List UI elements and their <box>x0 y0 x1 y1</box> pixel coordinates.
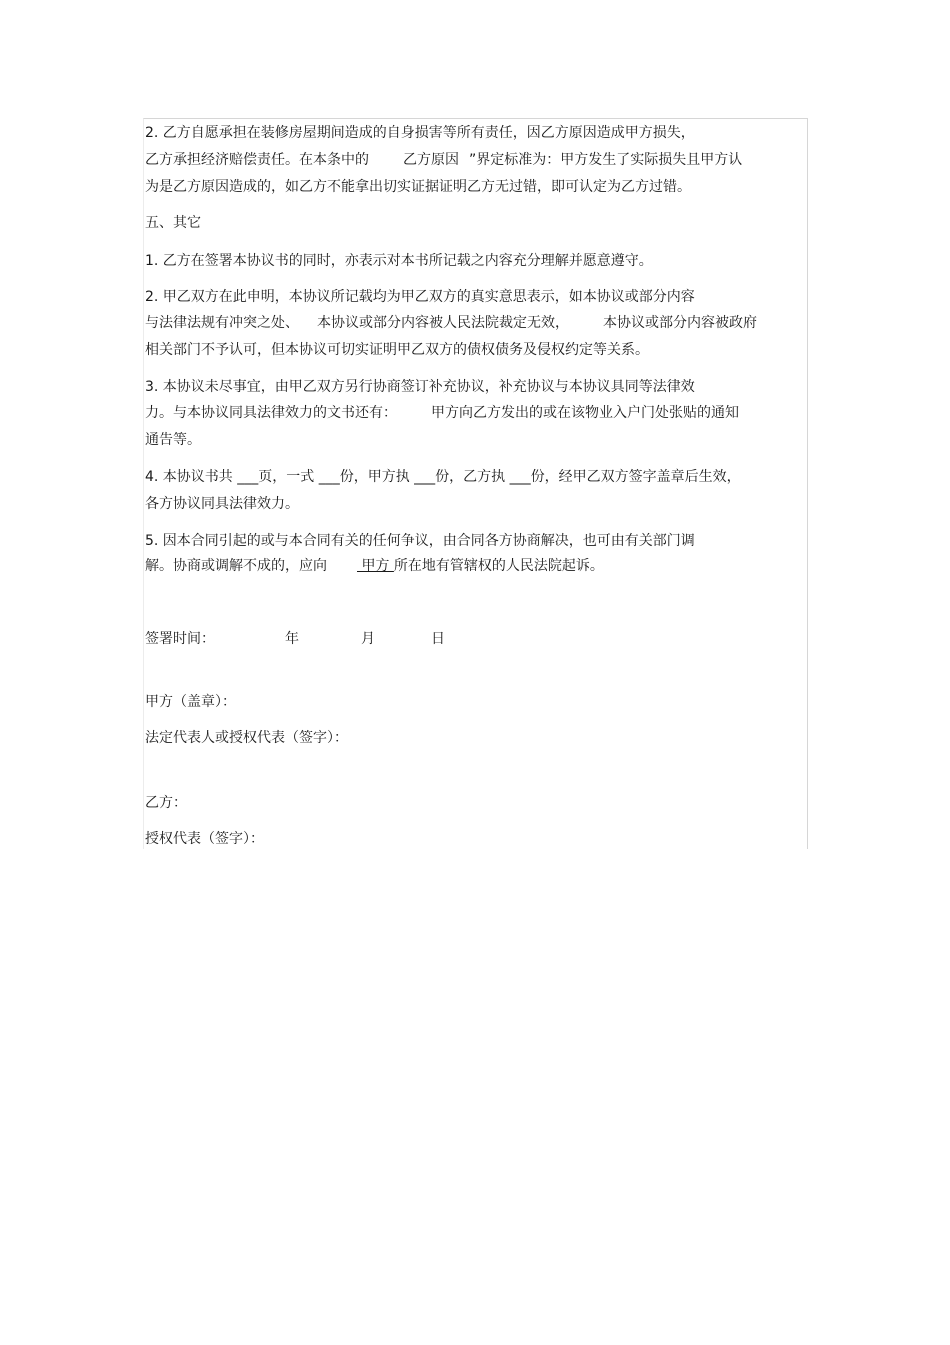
item2-line2-a: 与法律法规有冲突之处、 <box>145 315 299 331</box>
clause2-line2-c: ”界定标准为：甲方发生了实际损失且甲方认 <box>469 152 743 168</box>
item2-line2-b: 本协议或部分内容被人民法院裁定无效， <box>317 315 569 331</box>
item2-line2-c: 本协议或部分内容被政府 <box>603 315 757 331</box>
party-a-seal: 甲方（盖章）： <box>145 694 236 710</box>
item3-line3: 通告等。 <box>145 432 201 448</box>
section-heading: 五、其它 <box>145 215 201 231</box>
item2-line2 <box>145 314 757 332</box>
item3-line2-b: 甲方向乙方发出的或在该物业入户门处张贴的通知 <box>431 405 739 421</box>
venue-party-blank: 甲方 <box>357 558 394 574</box>
party-a-representative: 法定代表人或授权代表（签字）： <box>145 730 348 746</box>
item3-line2 <box>145 404 739 422</box>
clause2-line1: 2. 乙方自愿承担在装修房屋期间造成的自身损害等所有责任，因乙方原因造成甲方损失， <box>145 125 695 141</box>
item3-line1: 3. 本协议未尽事宜，由甲乙双方另行协商签订补充协议，补充协议与本协议具同等法律效 <box>145 379 695 395</box>
item5-line2-a: 解。协商或调解不成的，应向 <box>145 558 327 574</box>
sign-year: 年 <box>285 631 299 647</box>
sign-day: 日 <box>431 631 445 647</box>
party-b-representative: 授权代表（签字）： <box>145 831 264 847</box>
sign-date-label: 签署时间： <box>145 631 215 647</box>
clause2-line2-b: 乙方原因 <box>403 152 459 168</box>
item2-line3: 相关部门不予认可，但本协议可切实证明甲乙双方的债权债务及侵权约定等关系。 <box>145 342 649 358</box>
item4-line1: 4. 本协议书共 ___页，一式 ___份，甲方执 ___份，乙方执 ___份，经甲乙双方签字盖章后生效， <box>145 469 741 485</box>
item3-line2-a: 力。与本协议同具法律效力的文书还有： <box>145 405 397 421</box>
party-b: 乙方： <box>145 795 187 811</box>
clause2-line2 <box>145 151 742 169</box>
clause2-line2-a: 乙方承担经济赔偿责任。在本条中的 <box>145 152 369 168</box>
item5-line2-c: 所在地有管辖权的人民法院起诉。 <box>393 558 604 574</box>
item5-line2 <box>145 557 604 575</box>
clause2-line3: 为是乙方原因造成的，如乙方不能拿出切实证据证明乙方无过错，即可认定为乙方过错。 <box>145 179 691 195</box>
item1: 1. 乙方在签署本协议书的同时，亦表示对本书所记载之内容充分理解并愿意遵守。 <box>145 253 653 269</box>
item4-line2: 各方协议同具法律效力。 <box>145 496 299 512</box>
item5-line1: 5. 因本合同引起的或与本合同有关的任何争议，由合同各方协商解决，也可由有关部门调 <box>145 533 695 549</box>
item2-line1: 2. 甲乙双方在此申明，本协议所记载均为甲乙双方的真实意思表示，如本协议或部分内容 <box>145 289 695 305</box>
sign-month: 月 <box>361 631 375 647</box>
